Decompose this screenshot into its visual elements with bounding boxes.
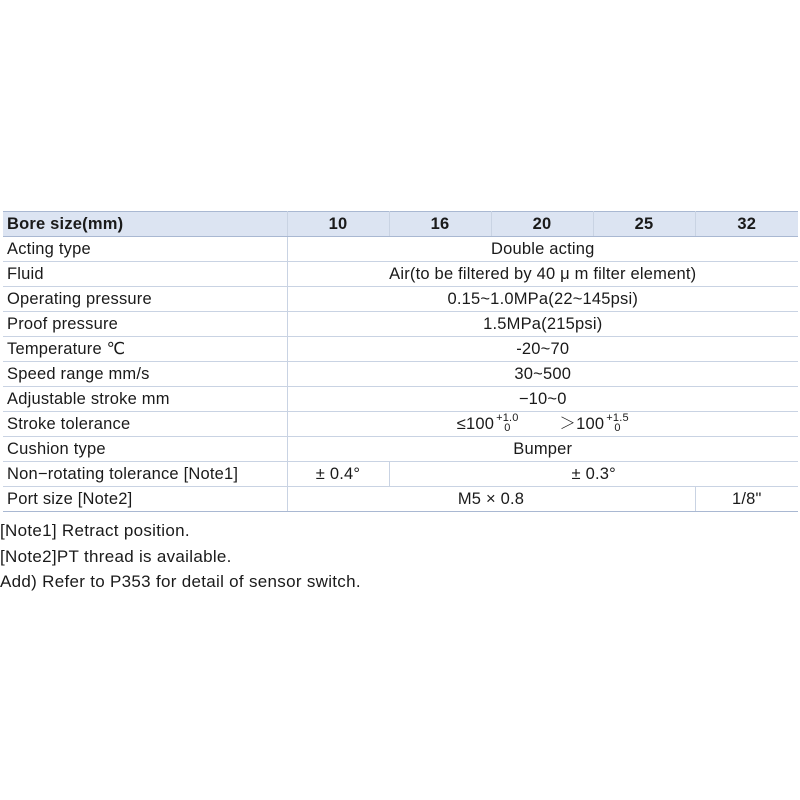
table-row <box>3 487 798 512</box>
table-row <box>3 287 798 312</box>
row-value: 1.5MPa(215psi) <box>287 312 798 337</box>
tolerance-range-2 <box>559 412 628 436</box>
bore-size-header: Bore size(mm) <box>3 212 287 237</box>
table-row <box>3 387 798 412</box>
row-value: Air(to be filtered by 40 μ m filter element) <box>287 262 798 287</box>
tolerance-fraction-1 <box>496 413 519 433</box>
bore-col-32: 32 <box>695 212 798 237</box>
note-2: [Note2]PT thread is available. <box>0 546 232 566</box>
tolerance-base-2: ＞100 <box>559 415 605 433</box>
port-size-value-32: 1/8" <box>695 487 798 512</box>
table-row <box>3 312 798 337</box>
row-value: 0.15~1.0MPa(22~145psi) <box>287 287 798 312</box>
table-row <box>3 412 798 437</box>
row-label: Stroke tolerance <box>3 412 287 437</box>
table-row <box>3 337 798 362</box>
row-label: Cushion type <box>3 437 287 462</box>
tolerance-base-1: ≤100 <box>456 415 495 433</box>
bore-col-16: 16 <box>389 212 491 237</box>
tolerance-upper-2: +1.5 <box>606 411 629 424</box>
row-label: Port size [Note2] <box>3 487 287 512</box>
port-size-value-small: M5 × 0.8 <box>287 487 695 512</box>
table-row <box>3 462 798 487</box>
tolerance-range-1 <box>457 412 519 436</box>
row-value: −10~0 <box>287 387 798 412</box>
bore-col-10: 10 <box>287 212 389 237</box>
notes <box>0 518 361 595</box>
row-label: Speed range mm/s <box>3 362 287 387</box>
non-rotating-value-10: ± 0.4° <box>287 462 389 487</box>
row-label: Non−rotating tolerance [Note1] <box>3 462 287 487</box>
bore-col-25: 25 <box>593 212 695 237</box>
note-add: Add) Refer to P353 for detail of sensor switch. <box>0 572 361 591</box>
row-label: Acting type <box>3 237 287 262</box>
stroke-tolerance-value <box>287 412 798 437</box>
note-1: [Note1] Retract position. <box>0 521 190 540</box>
row-label: Temperature ℃ <box>3 337 287 362</box>
row-label: Fluid <box>3 262 287 287</box>
tolerance-lower-2: 0 <box>614 421 621 434</box>
tolerance-fraction-2 <box>606 413 629 433</box>
table-row <box>3 237 798 262</box>
row-label: Operating pressure <box>3 287 287 312</box>
row-value: 30~500 <box>287 362 798 387</box>
row-value: Double acting <box>287 237 798 262</box>
tolerance-upper-1: +1.0 <box>496 411 519 424</box>
non-rotating-value-rest: ± 0.3° <box>389 462 798 487</box>
row-label: Adjustable stroke mm <box>3 387 287 412</box>
row-label: Proof pressure <box>3 312 287 337</box>
spec-table <box>3 211 798 512</box>
table-row <box>3 362 798 387</box>
bore-col-20: 20 <box>491 212 593 237</box>
row-value: Bumper <box>287 437 798 462</box>
row-value: -20~70 <box>287 337 798 362</box>
table-row <box>3 437 798 462</box>
tolerance-lower-1: 0 <box>504 421 511 434</box>
header-row <box>3 212 798 237</box>
table-row <box>3 262 798 287</box>
